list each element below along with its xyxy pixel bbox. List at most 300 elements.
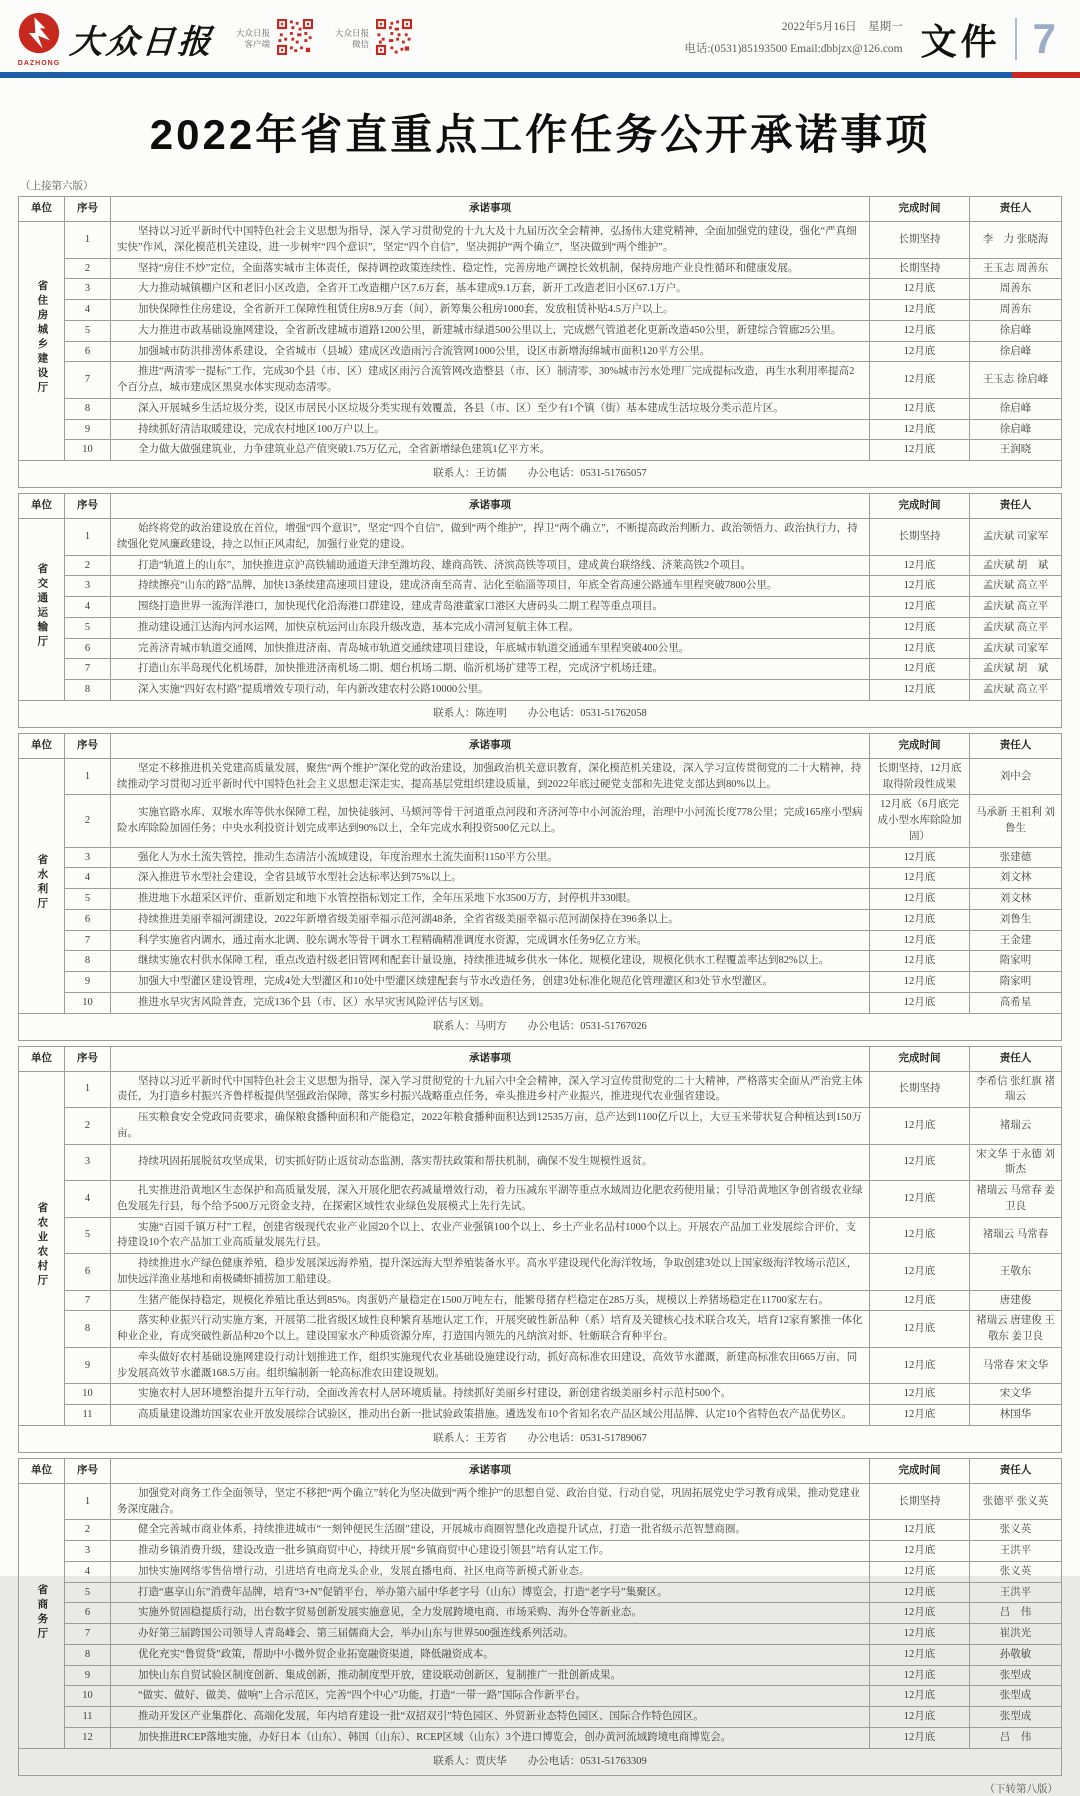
row-number-cell: 11 <box>65 1405 111 1426</box>
brand-romanized: DAZHONG <box>17 60 61 67</box>
unit-name: 省农业农村厅 <box>36 1201 48 1289</box>
paper-contact-line: 电话:(0531)85193500 Email:dbbjzx@126.com <box>684 43 903 55</box>
deadline-cell: 12月底 <box>870 1665 970 1686</box>
commitment-cell: 加快推进RCEP落地实施，办好日本（山东）、韩国（山东）、RCEP区域（山东）3个进口博览会，创办黄河流域跨境电商博览会。 <box>111 1727 870 1748</box>
owner-cell: 孟庆斌 胡 斌 <box>970 555 1062 576</box>
commitment-cell: 科学实施省内调水，通过南水北调、胶东调水等骨干调水工程精确精准调度水资源，完成调水任务9亿立方米。 <box>111 930 870 951</box>
row-number-cell: 4 <box>65 868 111 889</box>
row-number-cell: 4 <box>65 1181 111 1218</box>
table-row <box>19 1181 1062 1218</box>
owner-cell: 张型成 <box>970 1665 1062 1686</box>
contact-row <box>19 1748 1062 1775</box>
deadline-cell: 12月底 <box>870 889 970 910</box>
owner-cell: 王玉志 徐启峰 <box>970 362 1062 399</box>
owner-cell: 徐启峰 <box>970 341 1062 362</box>
table-row <box>19 398 1062 419</box>
unit-cell <box>19 519 65 701</box>
table-row <box>19 1520 1062 1541</box>
row-number-cell: 3 <box>65 1144 111 1181</box>
table-row <box>19 1561 1062 1582</box>
continued-to-note: （下转第八版） <box>984 1783 1058 1795</box>
owner-cell: 马承新 王祖利 刘鲁生 <box>970 795 1062 847</box>
column-header: 责任人 <box>970 1046 1062 1071</box>
deadline-cell: 12月底 <box>870 279 970 300</box>
commitment-cell: 深入实施“四好农村路”提质增效专项行动，年内新改建农村公路10000公里。 <box>111 680 870 701</box>
table-row <box>19 992 1062 1013</box>
row-number-cell: 7 <box>65 659 111 680</box>
owner-cell: 张德平 张义英 <box>970 1483 1062 1520</box>
deadline-cell: 12月底（6月底完成小型水库除险加固） <box>870 795 970 847</box>
owner-cell: 吕 伟 <box>970 1727 1062 1748</box>
owner-cell: 张型成 <box>970 1707 1062 1728</box>
deadline-cell: 12月底 <box>870 419 970 440</box>
unit-cell <box>19 758 65 1013</box>
row-number-cell: 5 <box>65 1582 111 1603</box>
row-number-cell: 11 <box>65 1707 111 1728</box>
column-header: 责任人 <box>970 197 1062 222</box>
column-header: 承诺事项 <box>111 1046 870 1071</box>
commitment-cell: 坚定不移推进机关党建高质量发展，聚焦“两个维护”深化党的政治建设，加强政治机关意识教育，深化模范机关建设，深入学习宣传贯彻党的二十大精神，持续推动学习贯彻习近平新时代中国特色社会主义思想走深走实，提高基层党组织建设质量，到2022年底过硬党支部和先进党支部达到80%以上。 <box>111 758 870 795</box>
owner-cell: 刘文林 <box>970 868 1062 889</box>
column-header: 序号 <box>65 197 111 222</box>
owner-cell: 高希星 <box>970 992 1062 1013</box>
masthead-right <box>684 14 1066 65</box>
deadline-cell: 12月底 <box>870 909 970 930</box>
table-row <box>19 617 1062 638</box>
row-number-cell: 8 <box>65 1311 111 1348</box>
commitment-table <box>18 1458 1062 1776</box>
table-row <box>19 258 1062 279</box>
owner-cell: 徐启峰 <box>970 320 1062 341</box>
commitment-cell: 持续推进美丽幸福河湖建设，2022年新增省级美丽幸福示范河湖48条，全省省级美丽幸福示范河湖保持在396条以上。 <box>111 909 870 930</box>
table-row <box>19 1624 1062 1645</box>
deadline-cell: 12月底 <box>870 1624 970 1645</box>
column-header: 承诺事项 <box>111 1458 870 1483</box>
commitment-cell: 优化充实“鲁贸贷”政策，帮助中小微外贸企业拓宽融资渠道，降低融资成本。 <box>111 1644 870 1665</box>
deadline-cell: 12月底 <box>870 398 970 419</box>
owner-cell: 马常春 宋文华 <box>970 1347 1062 1384</box>
commitment-cell: 大力推进市政基础设施网建设，全省新改建城市道路1200公里，新建城市绿道500公里以上，完成燃气管道老化更新改造450公里，新建综合管廊25公里。 <box>111 320 870 341</box>
deadline-cell: 12月底 <box>870 555 970 576</box>
table-row <box>19 758 1062 795</box>
commitment-cell: 继续实施农村供水保障工程，重点改造村级老旧管网和配套计量设施，持续推进城乡供水一体化、规模化建设，规模化供水工程覆盖率达到82%以上。 <box>111 951 870 972</box>
commitment-cell: 实施农村人居环境整治提升五年行动，全面改善农村人居环境质量。持续抓好美丽乡村建设，新创建省级美丽乡村示范村500个。 <box>111 1384 870 1405</box>
continued-from-note: （上接第六版） <box>20 181 94 192</box>
row-number-cell: 9 <box>65 1347 111 1384</box>
commitment-cell: 健全完善城市商业体系，持续推进城市“一刻钟便民生活圈”建设，开展城市商圈智慧化改造提升试点，打造一批省级示范智慧商圈。 <box>111 1520 870 1541</box>
commitment-cell: 打造“惠享山东”消费年品牌，培育“3+N”促销平台，举办第六届中华老字号（山东）博览会，打造“老字号”集聚区。 <box>111 1582 870 1603</box>
owner-cell: 王洪平 <box>970 1541 1062 1562</box>
owner-cell: 张义英 <box>970 1561 1062 1582</box>
deadline-cell: 12月底 <box>870 1541 970 1562</box>
qr-code-icon <box>376 19 412 60</box>
commitment-cell: 大力推动城镇棚户区和老旧小区改造，全省开工改造棚户区7.6万套，基本建成9.1万套，新开工改造老旧小区67.1万户。 <box>111 279 870 300</box>
contact-info: 联系人：王芳省 办公电话：0531-51789067 <box>19 1425 1062 1452</box>
commitment-cell: 全力做大做强建筑业，力争建筑业总产值突破1.75万亿元，全省新增绿色建筑1亿平方米。 <box>111 440 870 461</box>
row-number-cell: 12 <box>65 1727 111 1748</box>
table-row <box>19 930 1062 951</box>
row-number-cell: 5 <box>65 1217 111 1254</box>
owner-cell: 王玉志 周善东 <box>970 258 1062 279</box>
row-number-cell: 7 <box>65 362 111 399</box>
row-number-cell: 6 <box>65 638 111 659</box>
deadline-cell: 长期坚持 <box>870 1483 970 1520</box>
deadline-cell: 12月底 <box>870 659 970 680</box>
commitment-cell: 强化人为水土流失管控，推动生态清洁小流域建设，年度治理水土流失面积1150平方公里。 <box>111 847 870 868</box>
column-header: 责任人 <box>970 1458 1062 1483</box>
column-header: 完成时间 <box>870 733 970 758</box>
commitment-cell: 深入开展城乡生活垃圾分类，设区市居民小区垃圾分类实现有效覆盖，各县（市、区）至少有1个镇（街）基本建成生活垃圾分类示范片区。 <box>111 398 870 419</box>
deadline-cell: 12月底 <box>870 1217 970 1254</box>
table-row <box>19 1665 1062 1686</box>
row-number-cell: 5 <box>65 617 111 638</box>
deadline-cell: 12月底 <box>870 1644 970 1665</box>
commitment-cell: 推动建设通江达海内河水运网，加快京杭运河山东段升级改造，基本完成小清河复航主体工程。 <box>111 617 870 638</box>
owner-cell: 孟庆斌 高立平 <box>970 680 1062 701</box>
table-row <box>19 1707 1062 1728</box>
deadline-cell: 12月底 <box>870 930 970 951</box>
column-header: 单位 <box>19 1046 65 1071</box>
column-header: 完成时间 <box>870 494 970 519</box>
commitment-cell: 深入推进节水型社会建设，全省县域节水型社会达标率达到75%以上。 <box>111 868 870 889</box>
commitment-cell: 推进“两清零一提标”工作，完成30个县（市、区）建成区雨污合流管网改造整县（市、区）制清零，30%城市污水处理厂完成提标改造，再生水利用率提高2个百分点，城市建成区黑臭水体实现动态清零。 <box>111 362 870 399</box>
table-row <box>19 320 1062 341</box>
row-number-cell: 3 <box>65 847 111 868</box>
commitment-cell: 实施外贸固稳提质行动，出台数字贸易创新发展实施意见，全力发展跨境电商、市场采购、海外仓等新业态。 <box>111 1603 870 1624</box>
table-row <box>19 1603 1062 1624</box>
qr-group-wechat <box>335 19 412 60</box>
owner-cell: 张型成 <box>970 1686 1062 1707</box>
dazhong-logo-icon <box>17 11 61 60</box>
owner-cell: 徐启峰 <box>970 398 1062 419</box>
commitment-cell: 推动乡镇消费升级，建设改造一批乡镇商贸中心，持续开展“乡镇商贸中心建设引领县”培育认定工作。 <box>111 1541 870 1562</box>
contact-info: 联系人：王访儒 办公电话：0531-51765057 <box>19 461 1062 488</box>
commitment-cell: 持续推进水产绿色健康养殖，稳步发展深远海养殖，提升深远海大型养殖装备水平。高水平建设现代化海洋牧场，争取创建3处以上国家级海洋牧场示范区，加快远洋渔业基地和南极磷虾捕捞加工船建设。 <box>111 1254 870 1291</box>
deadline-cell: 12月底 <box>870 597 970 618</box>
row-number-cell: 3 <box>65 1541 111 1562</box>
table-row <box>19 1217 1062 1254</box>
owner-cell: 隋家明 <box>970 972 1062 993</box>
table-row <box>19 638 1062 659</box>
table-header-row <box>19 1046 1062 1071</box>
owner-cell: 宋文华 于永德 刘斯杰 <box>970 1144 1062 1181</box>
column-header: 完成时间 <box>870 1046 970 1071</box>
row-number-cell: 4 <box>65 300 111 321</box>
owner-cell: 刘中会 <box>970 758 1062 795</box>
commitment-cell: “做实、做好、做美、做响”上合示范区，完善“四个中心”功能，打造“一带一路”国际合作新平台。 <box>111 1686 870 1707</box>
commitment-cell: 加强大中型灌区建设管理，完成4处大型灌区和10处中型灌区续建配套与节水改造任务，创建3处标准化规范化管理灌区和3处节水型灌区。 <box>111 972 870 993</box>
commitment-cell: 加快实施网络零售倍增行动，引进培育电商龙头企业，发展直播电商、社区电商等新模式新业态。 <box>111 1561 870 1582</box>
column-header: 完成时间 <box>870 1458 970 1483</box>
row-number-cell: 2 <box>65 795 111 847</box>
column-header: 责任人 <box>970 733 1062 758</box>
owner-cell: 宋文华 <box>970 1384 1062 1405</box>
table-row <box>19 1347 1062 1384</box>
contact-row <box>19 461 1062 488</box>
table-row <box>19 440 1062 461</box>
qr-group-app <box>236 19 313 60</box>
table-row <box>19 1108 1062 1145</box>
deadline-cell: 12月底 <box>870 300 970 321</box>
row-number-cell: 8 <box>65 398 111 419</box>
deadline-cell: 12月底 <box>870 1707 970 1728</box>
deadline-cell: 12月底 <box>870 951 970 972</box>
page-number: 7 <box>1015 18 1066 60</box>
owner-cell: 李 力 张晓海 <box>970 222 1062 259</box>
contact-info: 联系人：马明方 办公电话：0531-51767026 <box>19 1013 1062 1040</box>
unit-name: 省交通运输厅 <box>36 563 48 650</box>
table-header-row <box>19 1458 1062 1483</box>
deadline-cell: 12月底 <box>870 1108 970 1145</box>
commitment-cell: 打造“轨道上的山东”，加快推进京沪高铁辅助通道天津至潍坊段、雄商高铁、济滨高铁等项目，建成黄台联络线、济莱高铁2个项目。 <box>111 555 870 576</box>
table-row <box>19 795 1062 847</box>
deadline-cell: 12月底 <box>870 638 970 659</box>
owner-cell: 王金建 <box>970 930 1062 951</box>
owner-cell: 褚瑞云 <box>970 1108 1062 1145</box>
contact-info: 联系人：贾庆华 办公电话：0531-51763309 <box>19 1748 1062 1775</box>
content-area <box>0 178 1080 1796</box>
column-header: 承诺事项 <box>111 733 870 758</box>
masthead <box>0 0 1080 72</box>
table-row <box>19 1686 1062 1707</box>
owner-cell: 徐启峰 <box>970 419 1062 440</box>
row-number-cell: 9 <box>65 972 111 993</box>
unit-cell <box>19 222 65 461</box>
commitment-cell: 加强党对商务工作全面领导，坚定不移把“两个确立”转化为坚决做到“两个维护”的思想自觉、政治自觉、行动自觉，巩固拓展党史学习教育成果，推动党建业务深度融合。 <box>111 1483 870 1520</box>
owner-cell: 刘文林 <box>970 889 1062 910</box>
owner-cell: 周善东 <box>970 279 1062 300</box>
commitment-table <box>18 733 1062 1041</box>
commitment-cell: 加快山东自贸试验区制度创新、集成创新，推动制度型开放，建设联动创新区，复制推广一批创新成果。 <box>111 1665 870 1686</box>
column-header: 承诺事项 <box>111 494 870 519</box>
commitment-cell: 生猪产能保持稳定，规模化养殖比重达到85%。肉蛋奶产量稳定在1500万吨左右，能繁母猪存栏稳定在285万头，规模以上养猪场稳定在11700家左右。 <box>111 1290 870 1311</box>
column-header: 完成时间 <box>870 197 970 222</box>
row-number-cell: 2 <box>65 1520 111 1541</box>
row-number-cell: 3 <box>65 279 111 300</box>
row-number-cell: 7 <box>65 930 111 951</box>
owner-cell: 李希信 张红旗 褚瑞云 <box>970 1071 1062 1108</box>
row-number-cell: 4 <box>65 597 111 618</box>
column-header: 单位 <box>19 197 65 222</box>
row-number-cell: 2 <box>65 1108 111 1145</box>
table-row <box>19 222 1062 259</box>
owner-cell: 吕 伟 <box>970 1603 1062 1624</box>
owner-cell: 孟庆斌 高立平 <box>970 617 1062 638</box>
deadline-cell: 12月底 <box>870 972 970 993</box>
table-row <box>19 1254 1062 1291</box>
commitment-cell: 始终将党的政治建设放在首位，增强“四个意识”，坚定“四个自信”，做到“两个维护”，捍卫“两个确立”，不断提高政治判断力、政治领悟力、政治执行力，持续强化党风廉政建设，持之以恒正风肃纪，加强行业党的建设。 <box>111 519 870 556</box>
commitment-cell: 加强城市防洪排涝体系建设，全省城市（县城）建成区改造雨污合流管网1000公里，设区市新增海绵城市面积120平方公里。 <box>111 341 870 362</box>
row-number-cell: 6 <box>65 1603 111 1624</box>
row-number-cell: 9 <box>65 1665 111 1686</box>
commitment-cell: 落实种业振兴行动实施方案，开展第二批省级区域性良种繁育基地认定工作，开展突破性新品种（系）培育及关键核心技术联合攻关，培育12家育繁推一体化种业企业，育成突破性新品种20个以上。建设国家水产种质资源分库，打造国内领先的凡纳滨对虾、牡蛎联合育种平台。 <box>111 1311 870 1348</box>
owner-cell: 唐建俊 <box>970 1290 1062 1311</box>
deadline-cell: 12月底 <box>870 1727 970 1748</box>
row-number-cell: 10 <box>65 1686 111 1707</box>
table-row <box>19 951 1062 972</box>
row-number-cell: 7 <box>65 1290 111 1311</box>
deadline-cell: 12月底 <box>870 440 970 461</box>
deadline-cell: 12月底 <box>870 362 970 399</box>
unit-name: 省商务厅 <box>36 1583 48 1642</box>
deadline-cell: 12月底 <box>870 1254 970 1291</box>
owner-cell: 孟庆斌 高立平 <box>970 576 1062 597</box>
deadline-cell: 12月底 <box>870 847 970 868</box>
deadline-cell: 长期坚持 <box>870 258 970 279</box>
table-row <box>19 279 1062 300</box>
commitment-cell: 推进水旱灾害风险普查，完成136个县（市、区）水旱灾害风险评估与区划。 <box>111 992 870 1013</box>
deadline-cell: 12月底 <box>870 1603 970 1624</box>
table-row <box>19 1144 1062 1181</box>
table-row <box>19 576 1062 597</box>
brand-name: 大众日报 <box>68 21 216 61</box>
row-number-cell: 4 <box>65 1561 111 1582</box>
tables-container <box>18 196 1062 1776</box>
qr-app-label: 大众日报 客户端 <box>236 27 271 49</box>
row-number-cell: 5 <box>65 320 111 341</box>
row-number-cell: 1 <box>65 1071 111 1108</box>
red-rule <box>1012 72 1080 78</box>
table-row <box>19 519 1062 556</box>
qr-code-icon <box>277 19 313 60</box>
owner-cell: 林国华 <box>970 1405 1062 1426</box>
table-row <box>19 847 1062 868</box>
commitment-cell: 完善济青城市轨道交通网，加快推进济南、青岛城市轨道交通续建项目建设，年底城市轨道交通通车里程突破400公里。 <box>111 638 870 659</box>
column-header: 单位 <box>19 1458 65 1483</box>
deadline-cell: 12月底 <box>870 1144 970 1181</box>
owner-cell: 孟庆斌 高立平 <box>970 597 1062 618</box>
deadline-cell: 长期坚持，12月底取得阶段性成果 <box>870 758 970 795</box>
column-header: 序号 <box>65 1046 111 1071</box>
deadline-cell: 12月底 <box>870 1520 970 1541</box>
owner-cell: 孟庆斌 司家军 <box>970 519 1062 556</box>
table-row <box>19 972 1062 993</box>
owner-cell: 周善东 <box>970 300 1062 321</box>
row-number-cell: 10 <box>65 440 111 461</box>
table-row <box>19 362 1062 399</box>
unit-name: 省水利厅 <box>36 853 48 912</box>
contact-row <box>19 700 1062 727</box>
table-header-row <box>19 733 1062 758</box>
row-number-cell: 9 <box>65 419 111 440</box>
table-row <box>19 1541 1062 1562</box>
table-row <box>19 597 1062 618</box>
table-row <box>19 341 1062 362</box>
deadline-cell: 12月底 <box>870 576 970 597</box>
row-number-cell: 2 <box>65 258 111 279</box>
commitment-cell: 加快保障性住房建设，全省新开工保障性租赁住房8.9万套（间），新筹集公租房1000套，发放租赁补贴4.5万户以上。 <box>111 300 870 321</box>
owner-cell: 孙敬敏 <box>970 1644 1062 1665</box>
commitment-cell: 实施官路水库、双堠水库等供水保障工程，加快徒骇河、马颊河等骨干河道重点河段和齐济河等中小河流治理，治理中小河流长度778公里；完成165座小型病险水库除险加固任务；中央水利投资计划完成率达到90%以上，全年完成水利投资500亿元以上。 <box>111 795 870 847</box>
commitment-cell: 办好第三届跨国公司领导人青岛峰会、第三届儒商大会，举办山东与世界500强连线系列活动。 <box>111 1624 870 1645</box>
table-row <box>19 1384 1062 1405</box>
commitment-table <box>18 1046 1062 1453</box>
commitment-table <box>18 493 1062 728</box>
unit-cell <box>19 1071 65 1425</box>
commitment-cell: 持续抓好清洁取暖建设，完成农村地区100万户以上。 <box>111 419 870 440</box>
column-header: 序号 <box>65 494 111 519</box>
row-number-cell: 5 <box>65 889 111 910</box>
table-header-row <box>19 197 1062 222</box>
owner-cell: 张建德 <box>970 847 1062 868</box>
owner-cell: 孟庆斌 胡 斌 <box>970 659 1062 680</box>
deadline-cell: 12月底 <box>870 1384 970 1405</box>
table-row <box>19 659 1062 680</box>
owner-cell: 孟庆斌 司家军 <box>970 638 1062 659</box>
row-number-cell: 6 <box>65 341 111 362</box>
table-row <box>19 1483 1062 1520</box>
deadline-cell: 12月底 <box>870 1405 970 1426</box>
column-header: 单位 <box>19 733 65 758</box>
table-row <box>19 1405 1062 1426</box>
row-number-cell: 1 <box>65 222 111 259</box>
table-row <box>19 909 1062 930</box>
row-number-cell: 6 <box>65 1254 111 1291</box>
row-number-cell: 3 <box>65 576 111 597</box>
commitment-cell: 扎实推进沿黄地区生态保护和高质量发展，深入开展化肥农药减量增效行动，着力压减东平湖等重点水域周边化肥农药使用量；引导沿黄地区争创省级农业绿色发展先行县，每个给予500万元资金支持，在探索区域性农业绿色发展模式上先行先试。 <box>111 1181 870 1218</box>
deadline-cell: 12月底 <box>870 320 970 341</box>
commitment-cell: 推动开发区产业集群化、高端化发展，年内培育建设一批“双招双引”特色园区、外贸新业态特色园区、国际合作特色园区。 <box>111 1707 870 1728</box>
deadline-cell: 长期坚持 <box>870 222 970 259</box>
deadline-cell: 12月底 <box>870 680 970 701</box>
commitment-cell: 持续擦亮“山东的路”品牌，加快13条续建高速项目建设，建成济南至高青、沾化至临淄等项目，年底全省高速公路通车里程突破7800公里。 <box>111 576 870 597</box>
column-header: 序号 <box>65 1458 111 1483</box>
commitment-cell: 坚持“房住不炒”定位，全面落实城市主体责任，保持调控政策连续性、稳定性，完善房地产调控长效机制，保持房地产业良性循环和健康发展。 <box>111 258 870 279</box>
table-header-row <box>19 494 1062 519</box>
commitment-cell: 打造山东半岛现代化机场群，加快推进济南机场二期、烟台机场二期、临沂机场扩建等工程，完成济宁机场迁建。 <box>111 659 870 680</box>
column-header: 责任人 <box>970 494 1062 519</box>
deadline-cell: 12月底 <box>870 617 970 638</box>
column-header: 承诺事项 <box>111 197 870 222</box>
deadline-cell: 12月底 <box>870 1686 970 1707</box>
table-row <box>19 889 1062 910</box>
row-number-cell: 7 <box>65 1624 111 1645</box>
owner-cell: 刘鲁生 <box>970 909 1062 930</box>
table-row <box>19 1290 1062 1311</box>
row-number-cell: 2 <box>65 555 111 576</box>
row-number-cell: 8 <box>65 951 111 972</box>
deadline-cell: 12月底 <box>870 1290 970 1311</box>
commitment-cell: 坚持以习近平新时代中国特色社会主义思想为指导，深入学习贯彻党的十九届六中全会精神，深入学习宣传贯彻党的二十大精神，严格落实全面从严治党主体责任，为打造乡村振兴齐鲁样板提供坚强政治保障，落实乡村振兴战略重点任务，牵头推进乡村产业振兴，推进现代农业强省建设。 <box>111 1071 870 1108</box>
commitment-cell: 压实粮食安全党政同责要求，确保粮食播种面积和产能稳定，2022年粮食播种面积达到12535万亩，总产达到1100亿斤以上，大豆玉米带状复合种植达到150万亩。 <box>111 1108 870 1145</box>
qr-wechat-label: 大众日报 微信 <box>335 27 370 49</box>
brand-block <box>14 11 214 67</box>
table-row <box>19 555 1062 576</box>
table-row <box>19 300 1062 321</box>
contact-info: 联系人：陈连明 办公电话：0531-51762058 <box>19 700 1062 727</box>
contact-row <box>19 1013 1062 1040</box>
row-number-cell: 10 <box>65 1384 111 1405</box>
row-number-cell: 10 <box>65 992 111 1013</box>
table-row <box>19 419 1062 440</box>
deadline-cell: 12月底 <box>870 1311 970 1348</box>
deadline-cell: 12月底 <box>870 1582 970 1603</box>
table-row <box>19 1727 1062 1748</box>
section-name: 文件 <box>920 20 1001 62</box>
row-number-cell: 6 <box>65 909 111 930</box>
deadline-cell: 12月底 <box>870 1561 970 1582</box>
table-row <box>19 1311 1062 1348</box>
commitment-cell: 围绕打造世界一流海洋港口，加快现代化沿海港口群建设，建成青岛港董家口港区大唐码头二期工程等重点项目。 <box>111 597 870 618</box>
deadline-cell: 12月底 <box>870 1181 970 1218</box>
table-row <box>19 1071 1062 1108</box>
row-number-cell: 8 <box>65 1644 111 1665</box>
row-number-cell: 1 <box>65 758 111 795</box>
commitment-cell: 牵头做好农村基础设施网建设行动计划推进工作，组织实施现代农业基础设施建设行动，抓好高标准农田建设，高效节水灌溉，新建高标准农田665万亩，同步发展高效节水灌溉168.5万亩。组织编制新一轮高标准农田建设规划。 <box>111 1347 870 1384</box>
masthead-rule <box>0 72 1080 78</box>
deadline-cell: 12月底 <box>870 868 970 889</box>
column-header: 单位 <box>19 494 65 519</box>
